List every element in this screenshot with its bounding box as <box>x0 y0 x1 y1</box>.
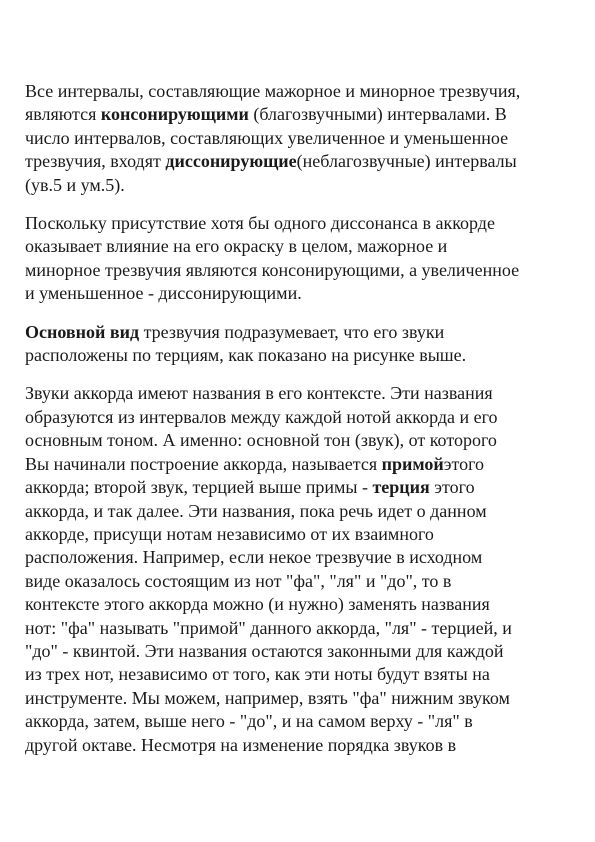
text-run: Вы начинали построение аккорда, называется <box>25 453 382 474</box>
text-run: число интервалов, составляющих увеличенное и уменьшенное <box>25 127 509 148</box>
bold-term: консонирующими <box>100 104 249 125</box>
text-run: оказывает влияние на его окраску в целом, мажорное и <box>25 236 448 257</box>
text-line <box>25 212 577 235</box>
text-line <box>25 150 577 173</box>
document-body <box>25 80 577 772</box>
text-run: "до" - квинтой. Эти названия остаются законными для каждой <box>25 640 504 661</box>
text-line <box>25 453 577 476</box>
text-run: (благозвучными) интервалами. В <box>248 104 507 125</box>
text-line <box>25 429 577 452</box>
text-run: Звуки аккорда имеют названия в его контексте. Эти названия <box>25 383 493 404</box>
text-run: аккорда; второй звук, терцией выше примы - <box>25 477 373 498</box>
text-run: основным тоном. А именно: основной тон (звук), от которого <box>25 430 497 451</box>
text-line <box>25 382 577 405</box>
text-run: расположены по терциям, как показано на рисунке выше. <box>25 345 467 366</box>
paragraph-3 <box>25 321 577 368</box>
text-line <box>25 500 577 523</box>
bold-term: примой <box>381 453 444 474</box>
text-run: другой октаве. Несмотря на изменение порядка звуков в <box>25 734 457 755</box>
text-run: этого <box>429 477 475 498</box>
text-run: нот: "фа" называть "примой" данного аккорда, "ля" - терцией, и <box>25 617 512 638</box>
text-run: виде оказалось состоящим из нот "фа", "ля" и "до", то в <box>25 570 452 591</box>
text-line <box>25 344 577 367</box>
text-line <box>25 80 577 103</box>
text-run: этого <box>443 453 485 474</box>
text-line <box>25 103 577 126</box>
text-run: образуются из интервалов между каждой нотой аккорда и его <box>25 406 498 427</box>
text-run: минорное трезвучия являются консонирующими, а увеличенное <box>25 259 520 280</box>
text-run: контексте этого аккорда можно (и нужно) заменять названия <box>25 594 490 615</box>
text-run: (ув.5 и ум.5). <box>25 174 125 195</box>
text-run: Все интервалы, составляющие мажорное и минорное трезвучия, <box>25 81 521 101</box>
text-line <box>25 663 577 686</box>
text-line <box>25 406 577 429</box>
text-line <box>25 570 577 593</box>
bold-term: Основной вид <box>25 321 140 342</box>
bold-term: диссонирующие <box>165 151 297 172</box>
paragraph-2 <box>25 212 577 306</box>
text-run: (неблагозвучные) интервалы <box>296 151 517 172</box>
text-line <box>25 687 577 710</box>
bold-term: терция <box>372 477 430 498</box>
text-line <box>25 617 577 640</box>
text-line <box>25 282 577 305</box>
text-run: из трех нот, независимо от того, как эти ноты будут взяты на <box>25 664 490 685</box>
text-run: расположения. Например, если некое трезвучие в исходном <box>25 547 483 568</box>
text-run: являются <box>25 104 101 125</box>
text-run: аккорда, затем, выше него - "до", и на самом верху - "ля" в <box>25 711 473 732</box>
text-run: инструменте. Мы можем, например, взять "фа" нижним звуком <box>25 687 510 708</box>
text-run: и уменьшенное - диссонирующими. <box>25 283 302 304</box>
text-line <box>25 235 577 258</box>
text-run: аккорда, и так далее. Эти названия, пока речь идет о данном <box>25 500 487 521</box>
text-run: Поскольку присутствие хотя бы одного диссонанса в аккорде <box>25 213 495 234</box>
text-run: трезвучия подразумевает, что его звуки <box>139 321 445 342</box>
text-line <box>25 593 577 616</box>
text-run: трезвучия, входят <box>25 151 166 172</box>
text-line <box>25 476 577 499</box>
text-line <box>25 710 577 733</box>
text-line <box>25 259 577 282</box>
paragraph-4 <box>25 382 577 757</box>
text-line <box>25 127 577 150</box>
text-line <box>25 523 577 546</box>
text-run: аккорде, присущи нотам независимо от их взаимного <box>25 523 434 544</box>
paragraph-1 <box>25 80 577 197</box>
text-line <box>25 321 577 344</box>
text-line <box>25 640 577 663</box>
text-line <box>25 174 577 197</box>
text-line <box>25 734 577 757</box>
text-line <box>25 546 577 569</box>
